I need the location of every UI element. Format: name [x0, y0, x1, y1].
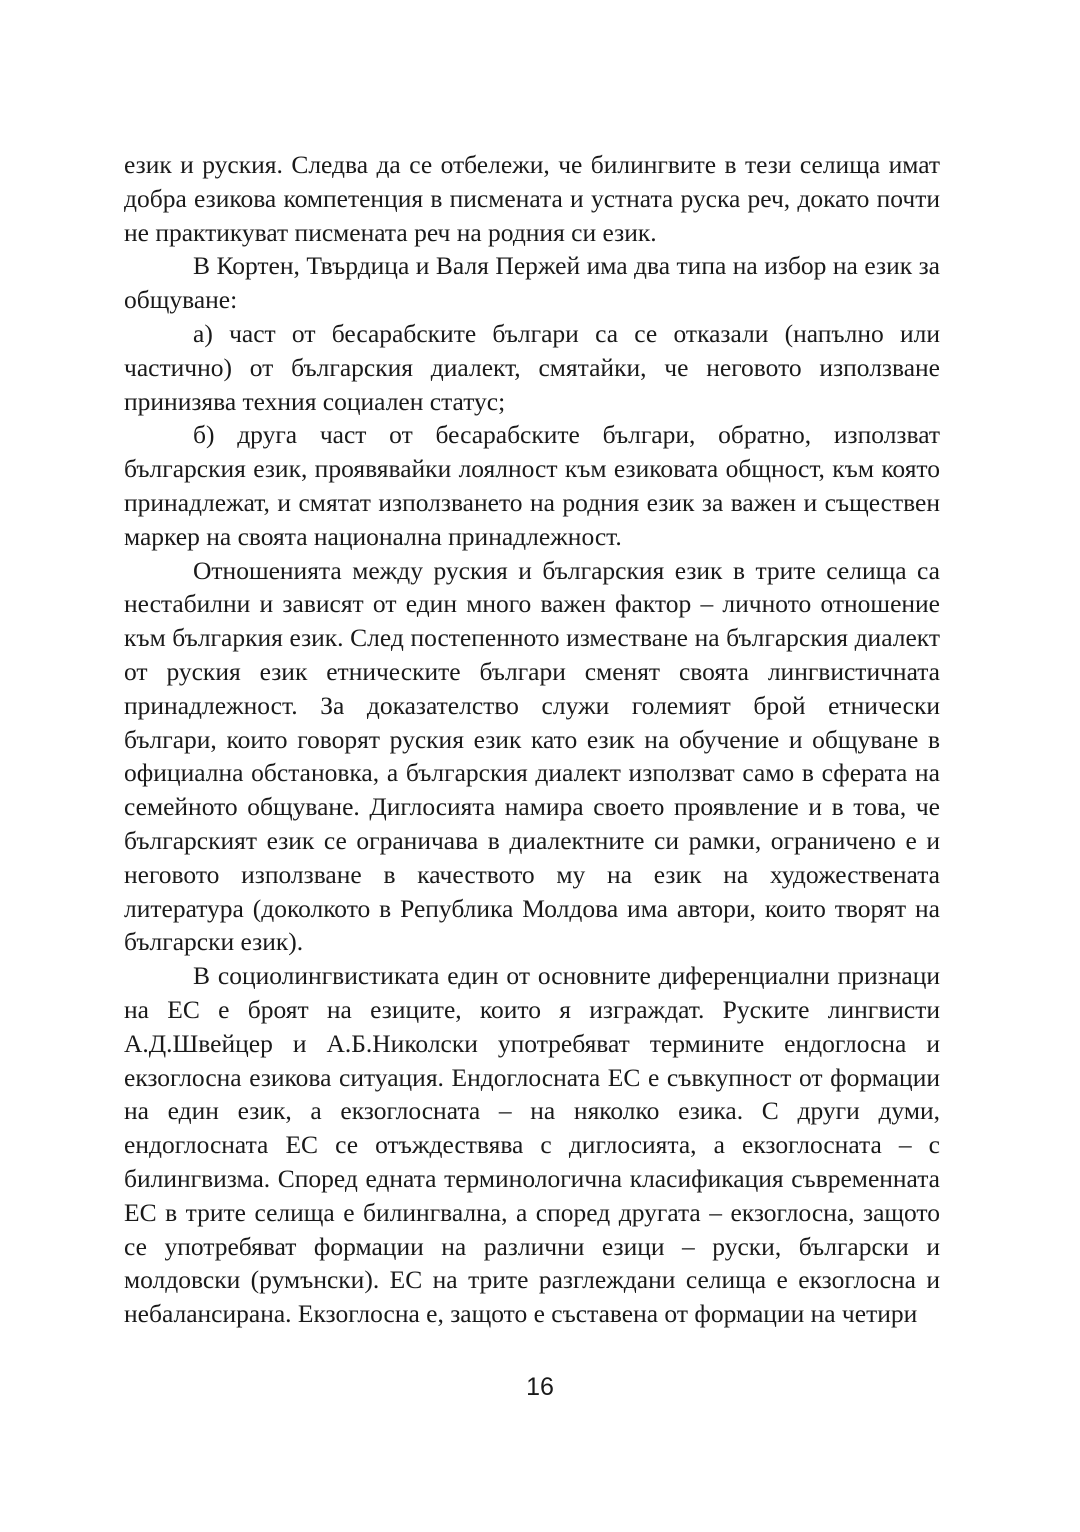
paragraph-continuation: език и руския. Следва да се отбележи, че билингвите в тези селища имат добра езикова компетенция в писмената и устната руска реч, докато почти не практикуват писмената реч на родния си език.: [124, 150, 940, 247]
paragraph-sociolinguistics: В социолингвистиката един от основните диференциални признаци на ЕС е броят на езиците, които я изграждат. Руските лингвисти А.Д.Швейцер и А.Б.Николски употребяват термините ендоглосна и екзоглосна езикова ситуация. Ендоглосната ЕС е съвкупност от формации на един език, а екзоглосната – на няколко езика. С други думи, ендоглосната ЕС се отъждествява с диглосията, а екзоглосната – с билингвизма. Според едната терминологична класификация съвременната ЕС в трите селища е билингвална, а според другата – екзоглосна, защото се употребяват формации на различни езици – руски, български и молдовски (румънски). ЕС на трите разглеждани селища е екзоглосна и небалансирана. Екзоглосна е, защото е съставена от формации на четири: [124, 961, 940, 1329]
body-text: [124, 148, 940, 1331]
page-number: 16: [526, 1373, 554, 1401]
paragraph-choice-intro: В Кортен, Твърдица и Валя Пержей има два типа на избор на език за общуване:: [124, 251, 940, 315]
paragraph-relations: Отношенията между руския и българския език в трите селища са нестабилни и зависят от един много важен фактор – личното отношение към българкия език. След постепенното изместване на българския диалект от руския език етническите българи сменят своята лингвистичната принадлежност. За доказателство служи големият брой етнически българи, които говорят руския език като език на обучение и общуване в официална обстановка, а българския диалект използват само в сферата на семейното общуване. Диглосията намира своето проявление и в това, че българският език се ограничава в диалектните си рамки, ограничено е и неговото използване в качеството му на език на художествената литература (доколкото в Република Молдова има автори, които творят на български език).: [124, 555, 940, 957]
list-item-b: б) друга част от бесарабските българи, обратно, използват българския език, проявявайки лоялност към езиковата общност, към която принадлежат, и смятат използването на родния език за важен и съществен маркер на своята национална принадлежност.: [124, 420, 940, 551]
list-item-a: а) част от бесарабските българи са се отказали (напълно или частично) от българския диалект, смятайки, че неговото използване принизява техния социален статус;: [124, 318, 940, 416]
